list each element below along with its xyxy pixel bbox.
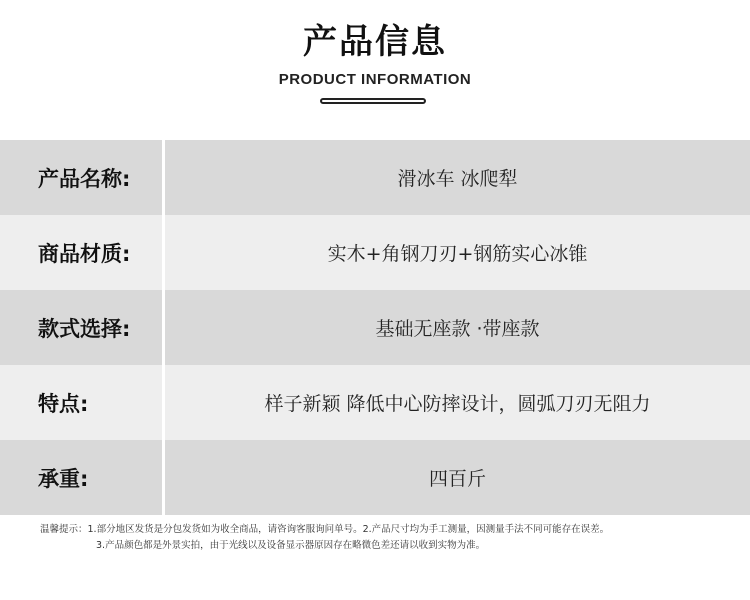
page-subtitle: PRODUCT INFORMATION	[278, 71, 472, 88]
row-label-features: 特点:	[38, 391, 89, 416]
row-value-material: 实木+角钢刀刃+钢筋实心冰锥	[327, 243, 588, 265]
notice-text	[40, 522, 740, 554]
row-value-style: 基础无座款 ·带座款	[375, 318, 540, 340]
row-label-load: 承重:	[38, 466, 89, 491]
row-label-material: 商品材质:	[38, 241, 131, 266]
row-label-product-name: 产品名称:	[38, 166, 131, 191]
row-label-style: 款式选择:	[38, 316, 131, 341]
notice-line-1: 温馨提示：1.部分地区发货是分包发货如为收全商品，请咨询客服询问单号。2.产品尺寸均为手工测量，因测量手法不同可能存在误差。	[40, 524, 610, 535]
notice-line-2: 3.产品颜色都是外景实拍，由于光线以及设备显示器原因存在略微色差还请以收到实物为准。	[96, 540, 486, 551]
page-title: 产品信息	[303, 22, 447, 62]
table-row	[0, 290, 750, 365]
row-value-features: 样子新颖 降低中心防摔设计，圆弧刀刃无阻力	[264, 393, 651, 415]
row-value-product-name: 滑冰车 冰爬犁	[397, 168, 518, 190]
title-underline-decoration	[320, 98, 426, 104]
product-info-table	[0, 140, 750, 515]
table-row	[0, 140, 750, 215]
table-row	[0, 215, 750, 290]
row-value-load: 四百斤	[428, 468, 486, 490]
table-row	[0, 440, 750, 515]
table-row	[0, 365, 750, 440]
